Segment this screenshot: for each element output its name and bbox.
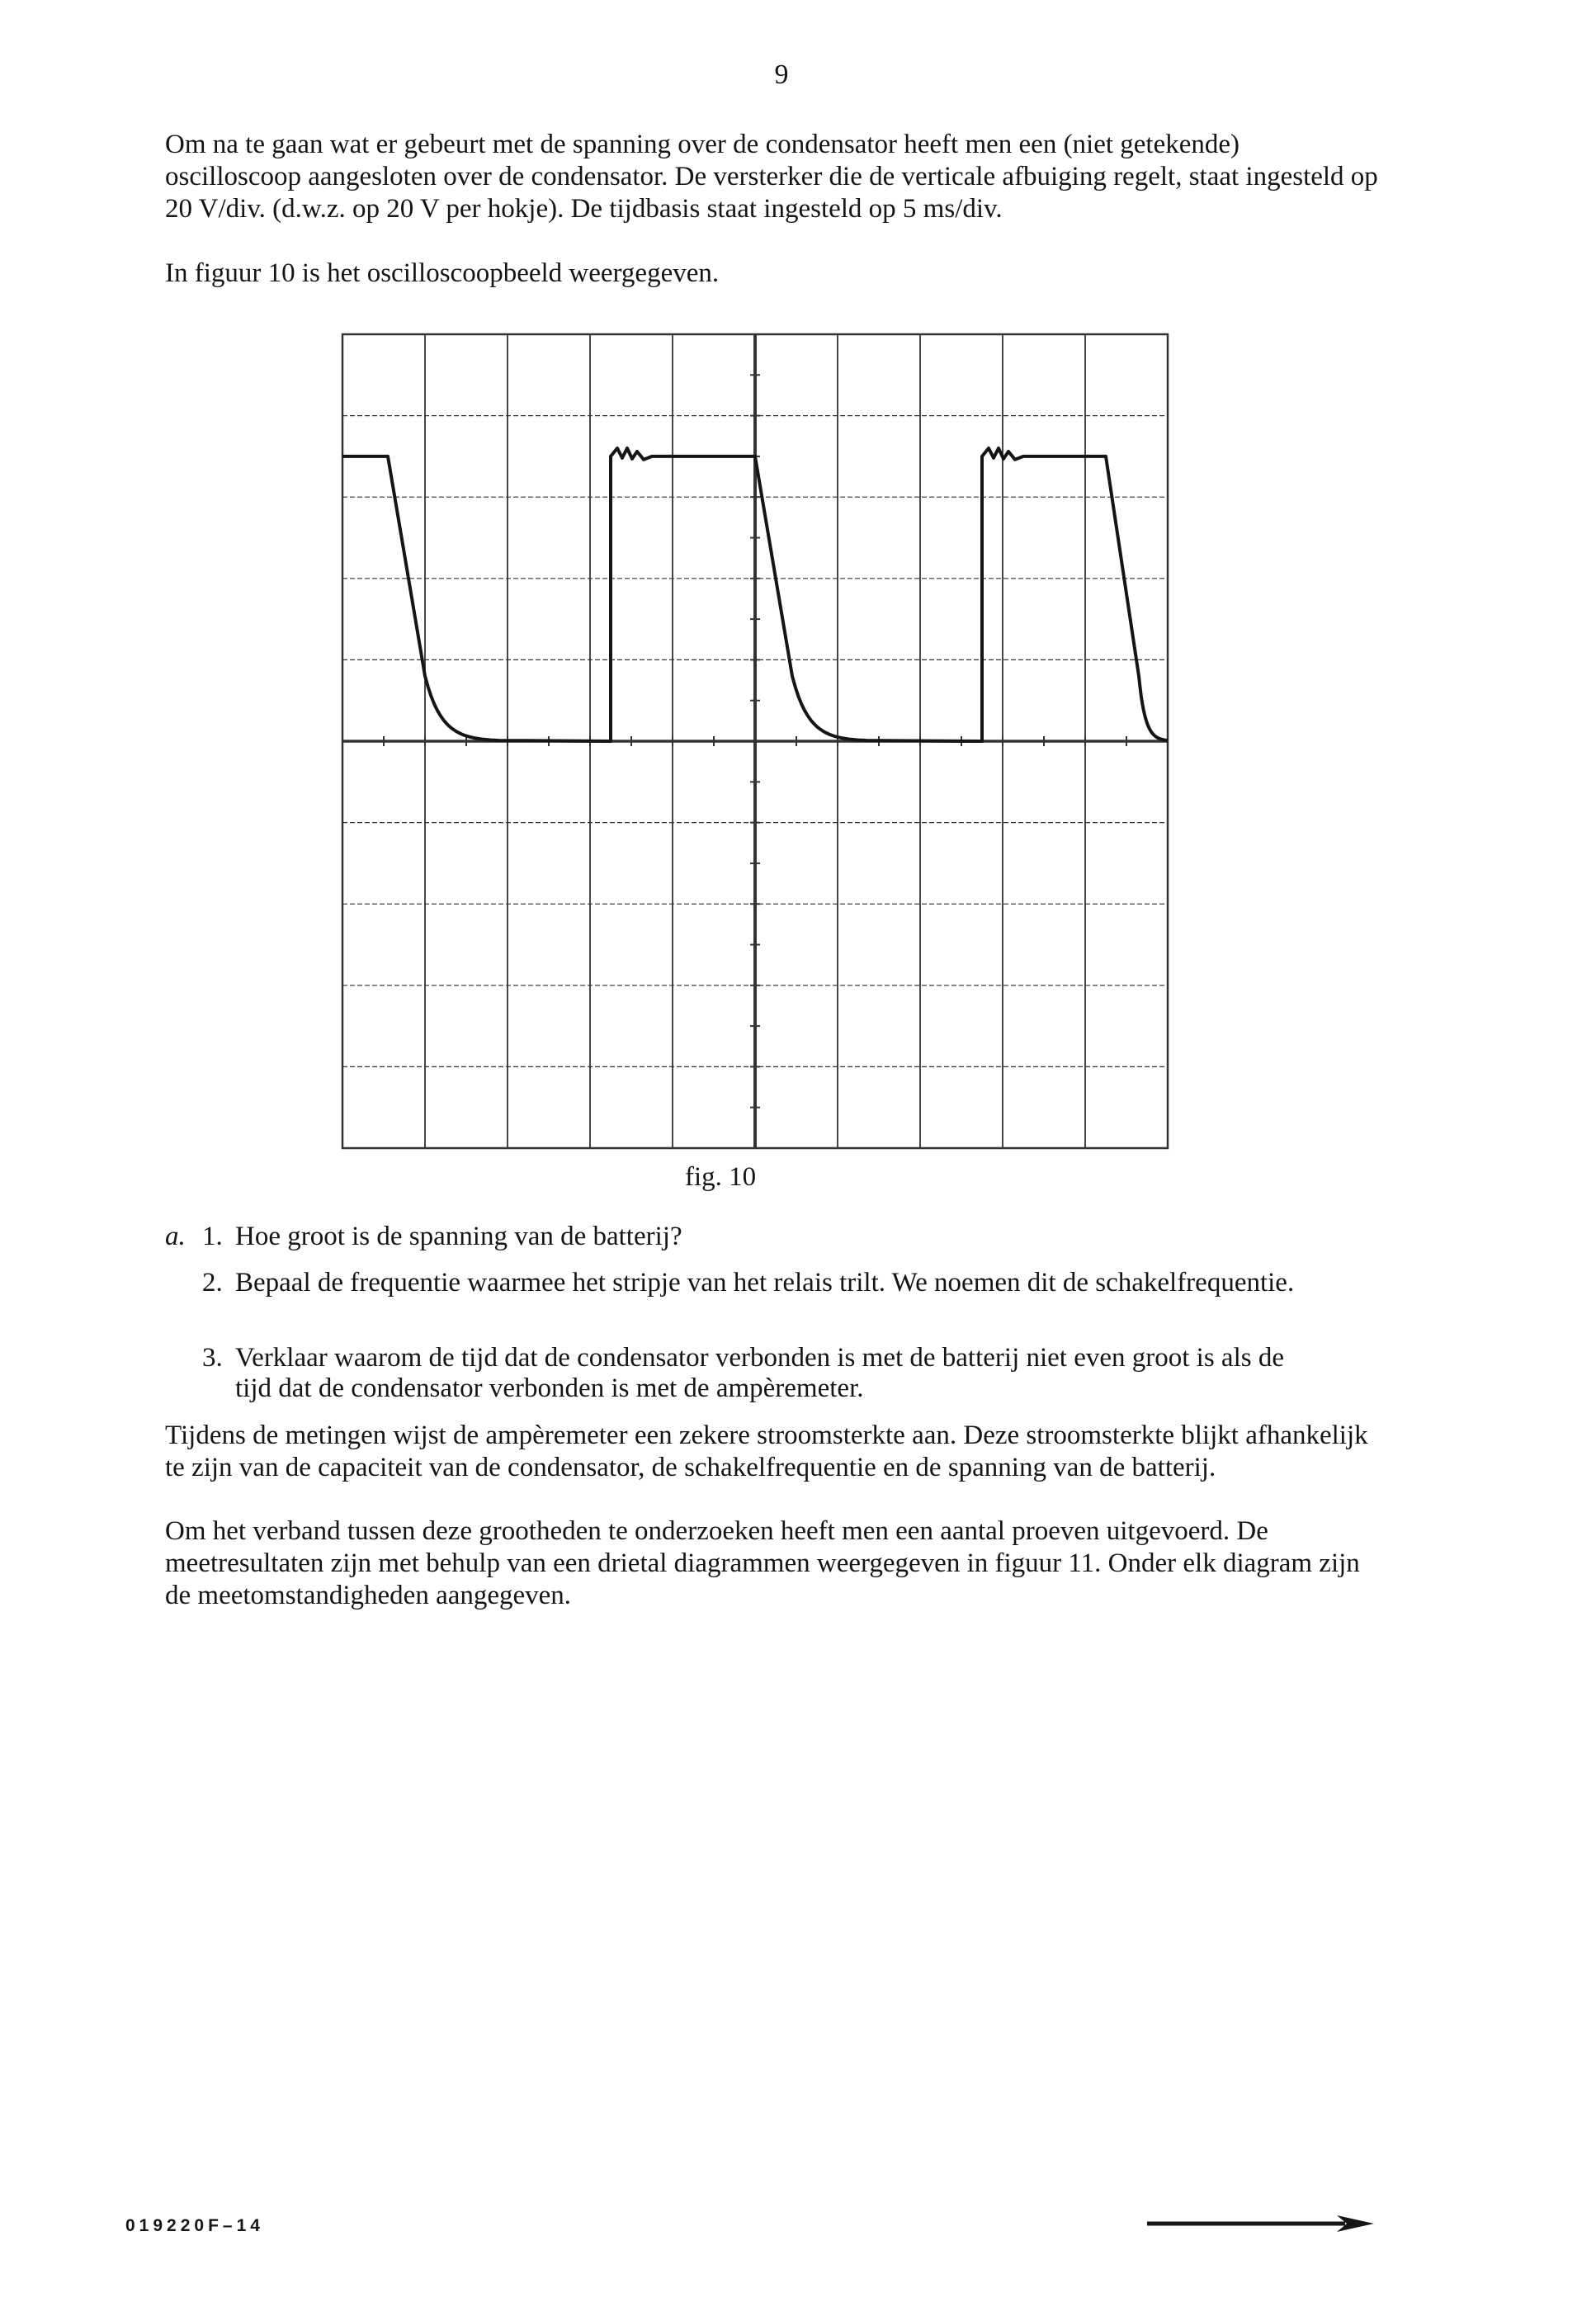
question-letter: a. — [165, 1222, 186, 1251]
question-text: Verklaar waarom de tijd dat de condensator verbonden is met de batterij niet even groot is als de tijd dat de condensator verbonden is met de ampèremeter. — [235, 1343, 1284, 1403]
question-3 — [202, 1343, 1324, 1409]
oscilloscope-figure — [338, 330, 1172, 1152]
question-text: Bepaal de frequentie waarmee het stripje van het relais trilt. We noemen dit de schakelfrequentie. — [235, 1268, 1295, 1298]
question-number: 1. — [202, 1222, 223, 1251]
question-text: Hoe groot is de spanning van de batterij? — [235, 1222, 682, 1251]
figure-reference: In figuur 10 is het oscilloscoopbeeld weergegeven. — [165, 258, 720, 288]
figure-caption: fig. 10 — [685, 1162, 757, 1192]
page-number: 9 — [774, 59, 789, 90]
question-number: 2. — [202, 1268, 223, 1298]
oscilloscope-screen — [338, 330, 1172, 1152]
question-number: 3. — [202, 1343, 223, 1373]
measurement-paragraph: Tijdens de metingen wijst de ampèremeter een zekere stroomsterkte aan. Deze stroomsterkte blijkt afhankelijk te zijn van de capaciteit van de condensator, de schakelfrequentie en de spanning van de batterij. — [165, 1420, 1368, 1482]
next-page-arrow-icon — [1147, 2214, 1374, 2234]
question-2 — [202, 1268, 1324, 1334]
question-1 — [202, 1222, 1324, 1255]
intro-paragraph: Om na te gaan wat er gebeurt met de spanning over de condensator heeft men een (niet getekende) oscilloscoop aangesloten over de condensator. De versterker die de verticale afbuiging regelt, staat ingesteld op 20 V/div. (d.w.z. op 20 V per hokje). De tijdbasis staat ingesteld op 5 ms/div. — [165, 130, 1378, 224]
footer-code: 019220F–14 — [125, 2216, 264, 2235]
diagram-paragraph: Om het verband tussen deze grootheden te onderzoeken heeft men een aantal proeven uitgevoerd. De meetresultaten zijn met behulp van een drietal diagrammen weergegeven in figuur 11. Onder elk diagram zijn de meetomstandigheden aangegeven. — [165, 1516, 1360, 1610]
